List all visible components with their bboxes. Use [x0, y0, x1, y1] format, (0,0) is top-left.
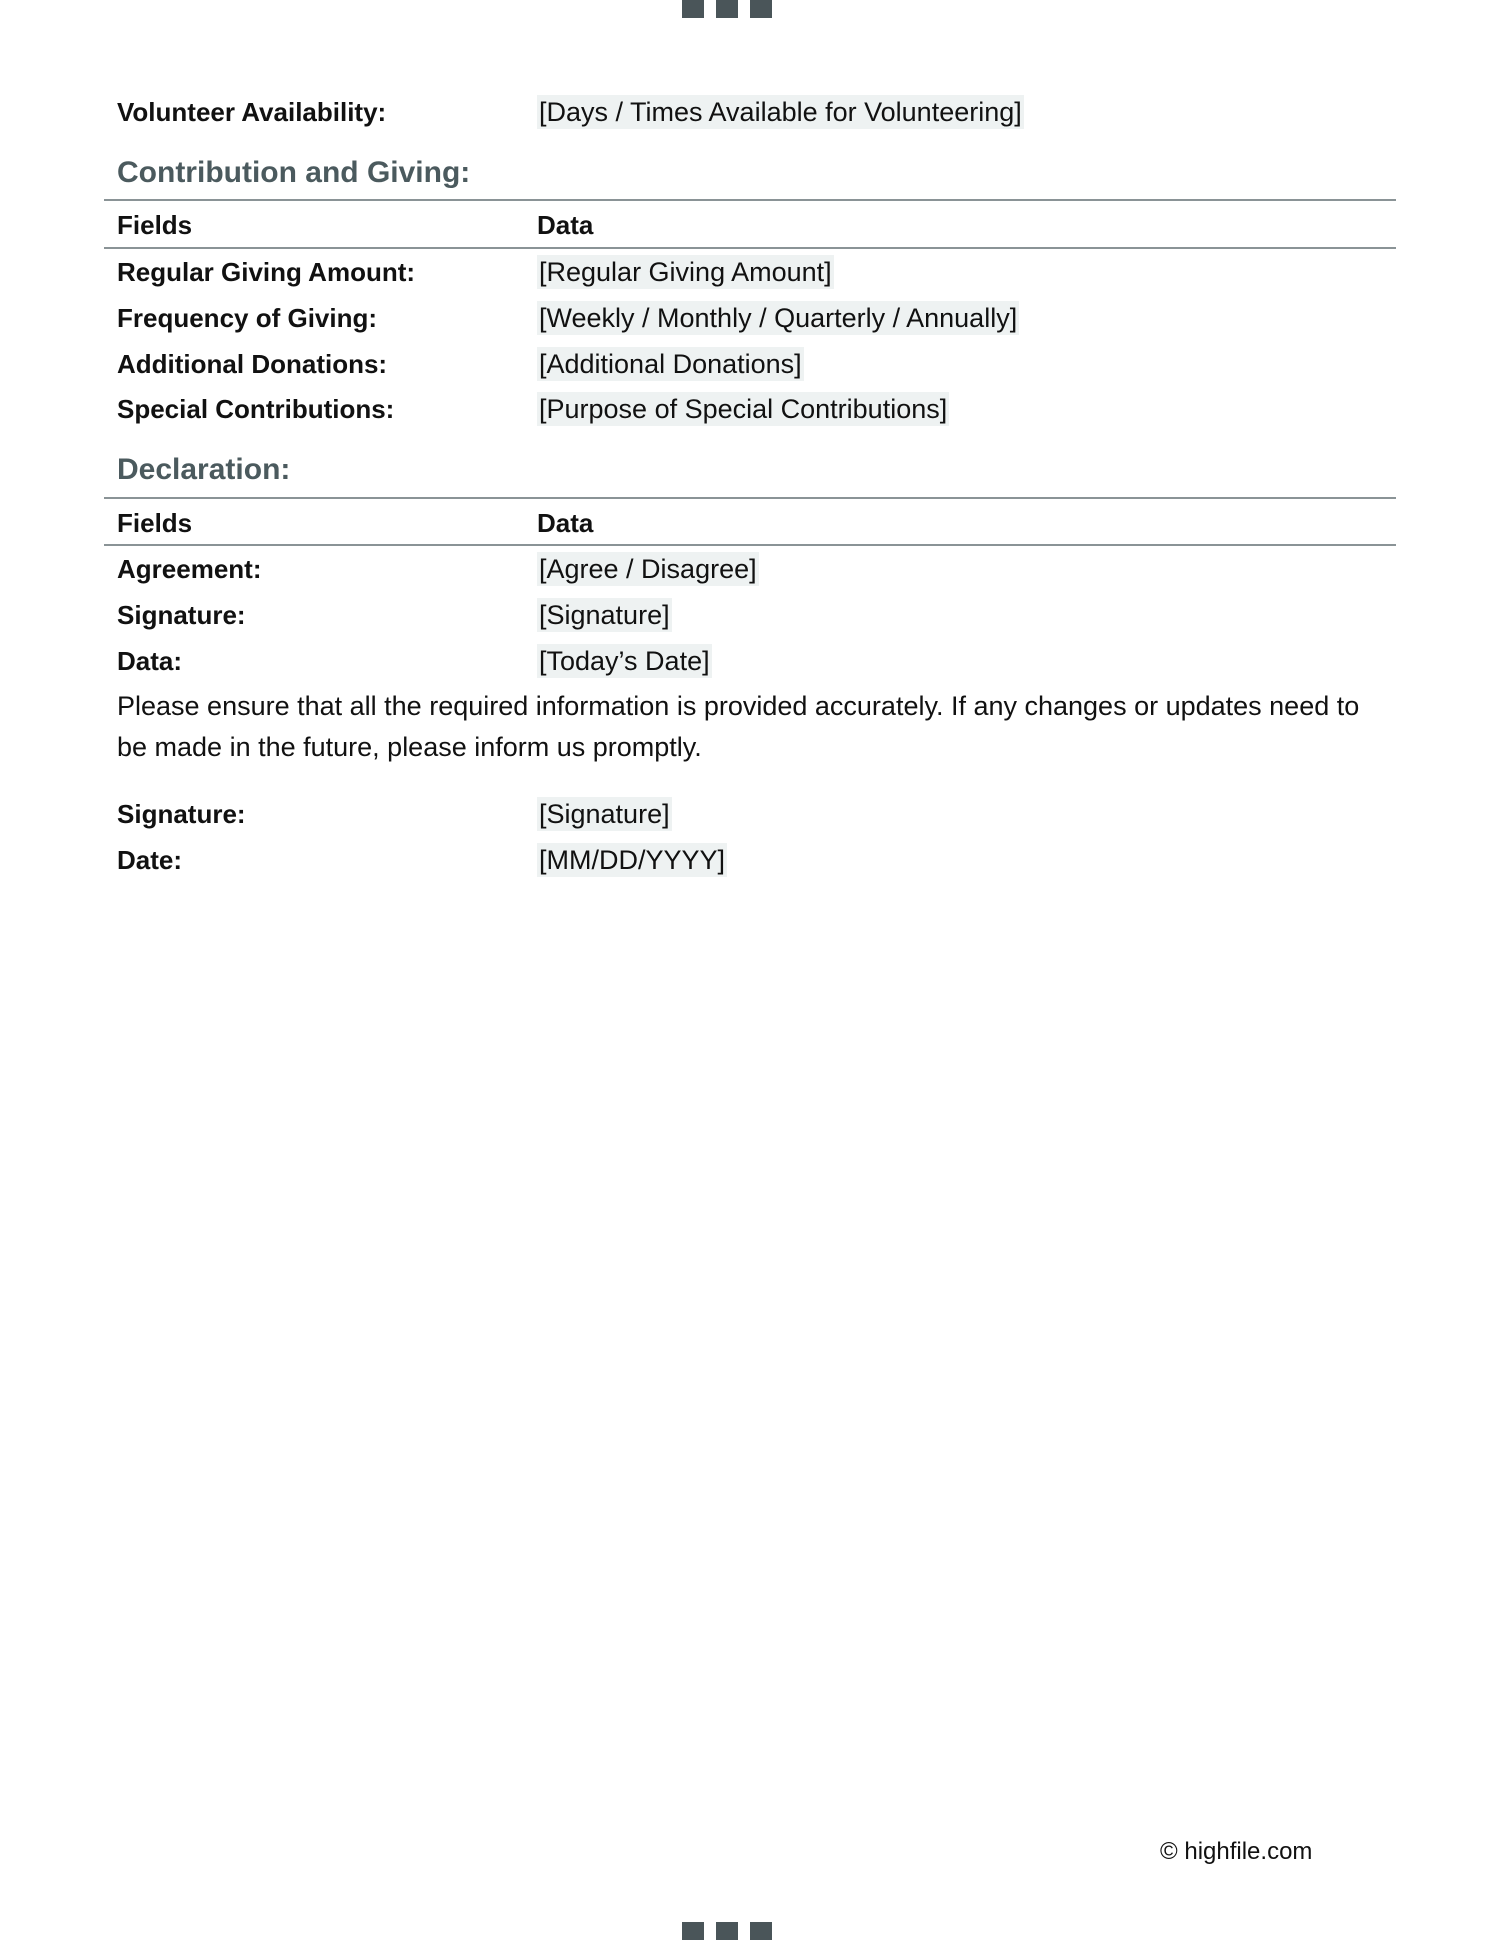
declaration-section-title: Declaration:	[117, 453, 291, 486]
field-value[interactable]: [Weekly / Monthly / Quarterly / Annually]	[539, 303, 1018, 333]
field-value[interactable]: [Signature]	[539, 799, 670, 829]
section-divider	[104, 199, 1396, 201]
field-label: Regular Giving Amount:	[117, 256, 416, 287]
top-decoration	[682, 0, 772, 18]
field-value[interactable]: [MM/DD/YYYY]	[539, 845, 726, 875]
copyright-footer: © highfile.com	[1160, 1838, 1313, 1865]
field-label: Signature:	[117, 798, 246, 829]
table-row	[117, 641, 1397, 681]
volunteer-availability-row	[117, 92, 1397, 132]
signature-row	[117, 794, 1397, 834]
field-value[interactable]: [Regular Giving Amount]	[539, 257, 832, 287]
field-label: Additional Donations:	[117, 348, 388, 379]
field-value[interactable]: [Days / Times Available for Volunteering]	[539, 97, 1022, 127]
table-row	[117, 344, 1397, 384]
header-divider	[104, 544, 1396, 546]
field-value[interactable]: [Signature]	[539, 600, 670, 630]
table-row	[117, 595, 1397, 635]
field-label: Special Contributions:	[117, 393, 395, 424]
declaration-note: Please ensure that all the required information is provided accurately. If any changes or updates need to be made in the future, please inform us promptly.	[117, 691, 1360, 762]
contribution-table-header	[117, 203, 1397, 247]
field-label: Signature:	[117, 599, 246, 630]
field-value[interactable]: [Today’s Date]	[539, 646, 710, 676]
bottom-decoration	[682, 1922, 772, 1940]
table-row	[117, 252, 1397, 292]
contribution-section-title: Contribution and Giving:	[117, 156, 471, 189]
data-header: Data	[537, 507, 594, 538]
date-row	[117, 840, 1397, 880]
fields-header: Fields	[117, 209, 193, 240]
field-value[interactable]: [Agree / Disagree]	[539, 554, 757, 584]
table-row	[117, 549, 1397, 589]
fields-header: Fields	[117, 507, 193, 538]
field-value[interactable]: [Additional Donations]	[539, 349, 802, 379]
header-divider	[104, 247, 1396, 249]
table-row	[117, 298, 1397, 338]
data-header: Data	[537, 209, 594, 240]
field-label: Volunteer Availability:	[117, 96, 387, 127]
field-label: Date:	[117, 844, 183, 875]
field-label: Data:	[117, 645, 183, 676]
field-label: Agreement:	[117, 553, 262, 584]
field-value[interactable]: [Purpose of Special Contributions]	[539, 394, 948, 424]
field-label: Frequency of Giving:	[117, 302, 378, 333]
declaration-table-header	[117, 501, 1397, 545]
section-divider	[104, 497, 1396, 499]
table-row	[117, 389, 1397, 429]
